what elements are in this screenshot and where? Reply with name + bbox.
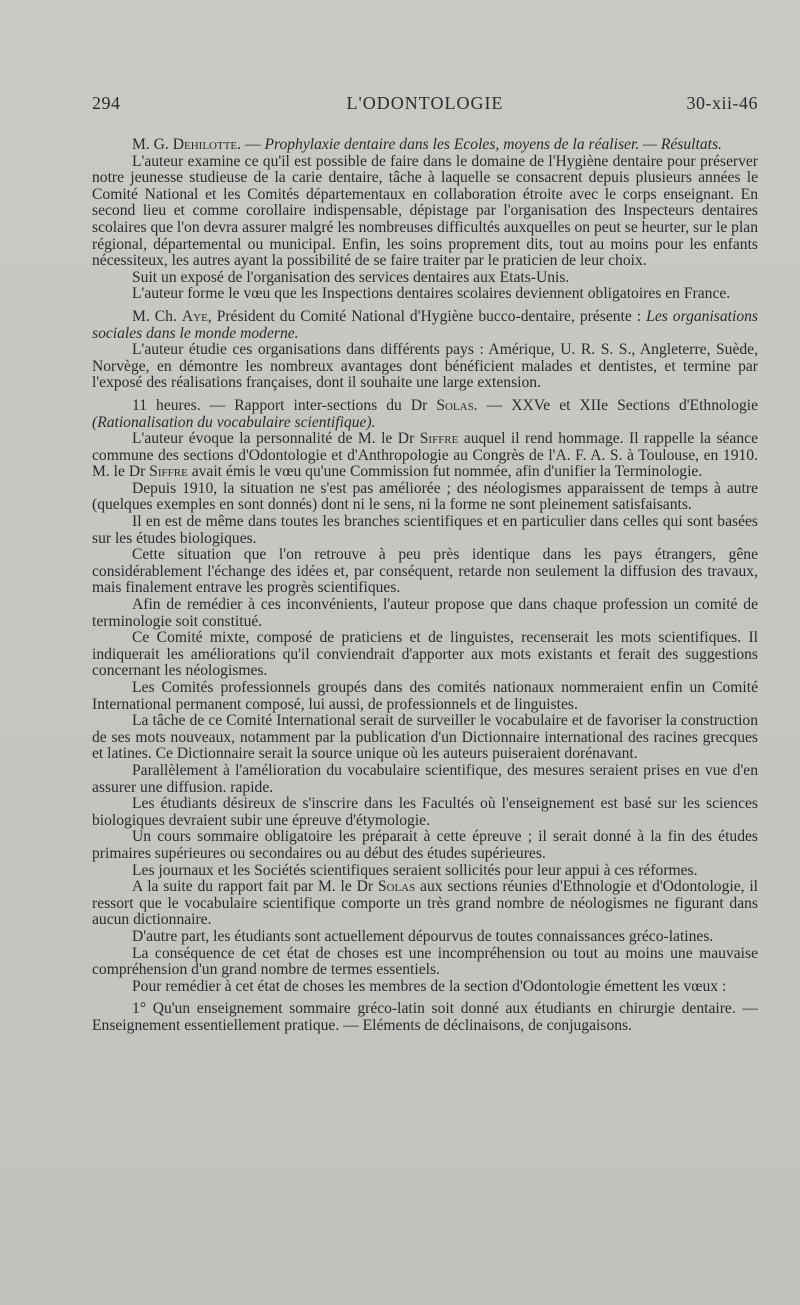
text-run: L'auteur évoque la personnalité de M. le Dr [132,430,420,448]
text-run: L'auteur étudie ces organisations dans différents pays : Amérique, U. R. S. S., Angleterre, Suède, Norvège, en démontre les nombreux avantages dont bénéficient malades et dentistes, et termine par l'exposé des réalisations françaises, dont il souhaite une large extension. [92,341,758,392]
author-name: Solas [436,396,474,414]
text-run: Ce Comité mixte, composé de praticiens et de linguistes, recenserait les mots scientifiques. Il indiquerait les améliorations qu'il conviendrait d'apporter aux mots existants et ferait des suggestions concernant les néologismes. [92,629,758,680]
text-run: Depuis 1910, la situation ne s'est pas améliorée ; des néologismes apparaissent de temps à autre (quelques exemples en sont donnés) dont ni le sens, ni la forme ne sont pleinement satisfaisants. [92,479,758,514]
paragraph [92,342,758,392]
paragraph [92,514,758,547]
text-run: Afin de remédier à ces inconvénients, l'auteur propose que dans chaque profession un comité de terminologie soit constitué. [92,596,758,630]
italic-title: Prophylaxie dentaire dans les Ecoles, moyens de la réaliser. — Résultats. [264,136,722,153]
text-run: 1° Qu'un enseignement sommaire gréco-latin soit donné aux étudiants en chirurgie dentaire. — Enseignement essentiellement pratique. — Eléments de déclinaisons, de conjugaisons. [92,1000,758,1034]
author-name: Siffre [419,430,459,448]
author-name: Solas [377,878,416,896]
paragraph [92,137,758,154]
author-name: Dehilotte [172,136,238,153]
paragraph [92,431,758,481]
paragraph [92,270,758,287]
paragraph [92,713,758,763]
paragraph [92,597,758,630]
paragraph [92,796,758,829]
text-run: Pour remédier à cet état de choses les membres de la section d'Odontologie émettent les vœux : [132,977,727,995]
text-run: Les Comités professionnels groupés dans des comités nationaux nommeraient enfin un Comité International permanent composé, lui aussi, de professionnels et de linguistes. [92,679,758,713]
issue-date: 30-xii-46 [686,93,758,113]
text-run: M. G. [132,136,173,153]
paragraph [92,829,758,862]
italic-title: (Rationalisation du vocabulaire scientifique). [92,413,376,431]
text-run: Les journaux et les Sociétés scientifiques seraient sollicités pour leur appui à ces réformes. [132,861,698,879]
paragraph [92,630,758,680]
text-run: Cette situation que l'on retrouve à peu près identique dans les pays étrangers, gêne considérablement l'échange des idées et, par conséquent, retarde non seulement la diffusion des travaux, mais finalement entrave les progrès scientifiques. [92,546,758,597]
paragraph [92,680,758,713]
text-run: L'auteur forme le vœu que les Inspections dentaires scolaires deviennent obligatoires en France. [132,285,731,303]
paragraph [92,979,758,996]
text-run: M. Ch. [132,307,182,325]
text-run: avait émis le vœu qu'une Commission fut nommée, afin d'unifier la Terminologie. [187,463,703,481]
text-run: . — XXVe et XIIe Sections d'Ethnologie [473,396,758,414]
text-run: aux sections réunies d'Ethnologie et d'Odontologie, il ressort que le vocabulaire scientifique comporte un très grand nombre de néologismes ne figurant dans aucun dictionnaire. [92,878,758,929]
paragraph [92,547,758,597]
page-number: 294 [92,93,121,113]
paragraph [92,481,758,514]
text-run: La conséquence de cet état de choses est une incompréhension ou tout au moins une mauvaise compréhension d'un grand nombre de termes essentiels. [92,944,758,979]
paragraph [92,286,758,303]
author-name: Siffre [149,463,188,481]
text-run: L'auteur examine ce qu'il est possible de faire dans le domaine de l'Hygiène dentaire pour préserver notre jeunesse studieuse de la carie dentaire, tâche à laquelle se consacrent depuis plusieurs années le Comité National et les Comités départementaux en collaboration étroite avec le corps enseignant. En second lieu et comme corollaire indispensable, dépistage par l'organisation des Inspecteurs dentaires scolaires que l'on devra assurer malgré les nombreuses difficultés auxquelles on peut se heurter, sur le plan régional, départemental ou municipal. Enfin, les soins proprement dits, tout au moins pour les enfants nécessiteux, les autres ayant la possibilité de se faire traiter par le praticien de leur choix. [92,152,758,270]
running-header [92,93,758,117]
italic-title: Les organisations sociales dans le monde moderne. [92,307,758,342]
text-run: 11 heures. — Rapport inter-sections du Dr [132,396,437,414]
text-run: Suit un exposé de l'organisation des services dentaires aux Etats-Unis. [132,268,570,286]
paragraph [92,929,758,946]
text-run: La tâche de ce Comité International serait de surveiller le vocabulaire et de favoriser la construction de ses mots nouveaux, notamment par la publication d'un Dictionnaire international des racines grecques et latines. Ce Dictionnaire serait la source unique où les auteurs puiseraient dorénavant. [92,712,758,763]
paragraph [92,946,758,979]
paragraph [92,879,758,929]
journal-title: L'ODONTOLOGIE [346,93,504,113]
text-run: A la suite du rapport fait par M. le Dr [132,878,378,896]
text-run: Les étudiants désireux de s'inscrire dans les Facultés où l'enseignement est basé sur les sciences biologiques devraient subir une épreuve d'étymologie. [92,795,758,829]
text-run: Un cours sommaire obligatoire les préparait à cette épreuve ; il serait donné à la fin des études primaires supérieures ou secondaires ou au début des études supérieures. [92,828,758,862]
text-run: Il en est de même dans toutes les branches scientifiques et en particulier dans celles qui sont basées sur les études biologiques. [92,513,758,547]
author-name: Aye [181,307,208,325]
paragraph [92,1001,758,1034]
paragraph [92,863,758,880]
paragraph [92,398,758,431]
article-body [92,137,758,1034]
paragraph [92,309,758,342]
text-run: , Président du Comité National d'Hygiène bucco-dentaire, présente : [207,307,647,325]
paragraph [92,763,758,796]
text-run: . — [237,136,265,153]
text-run: Parallèlement à l'amélioration du vocabulaire scientifique, des mesures seraient prises en vue d'en assurer une diffusion. rapide. [92,761,758,796]
text-run: D'autre part, les étudiants sont actuellement dépourvus de toutes connaissances gréco-latines. [132,927,714,945]
text-run: auquel il rend hommage. Il rappelle la séance commune des sections d'Odontologie et d'Anthropologie au Congrès de l'A. F. A. S. à Toulouse, en 1910. M. le Dr [92,430,758,481]
paragraph [92,154,758,270]
